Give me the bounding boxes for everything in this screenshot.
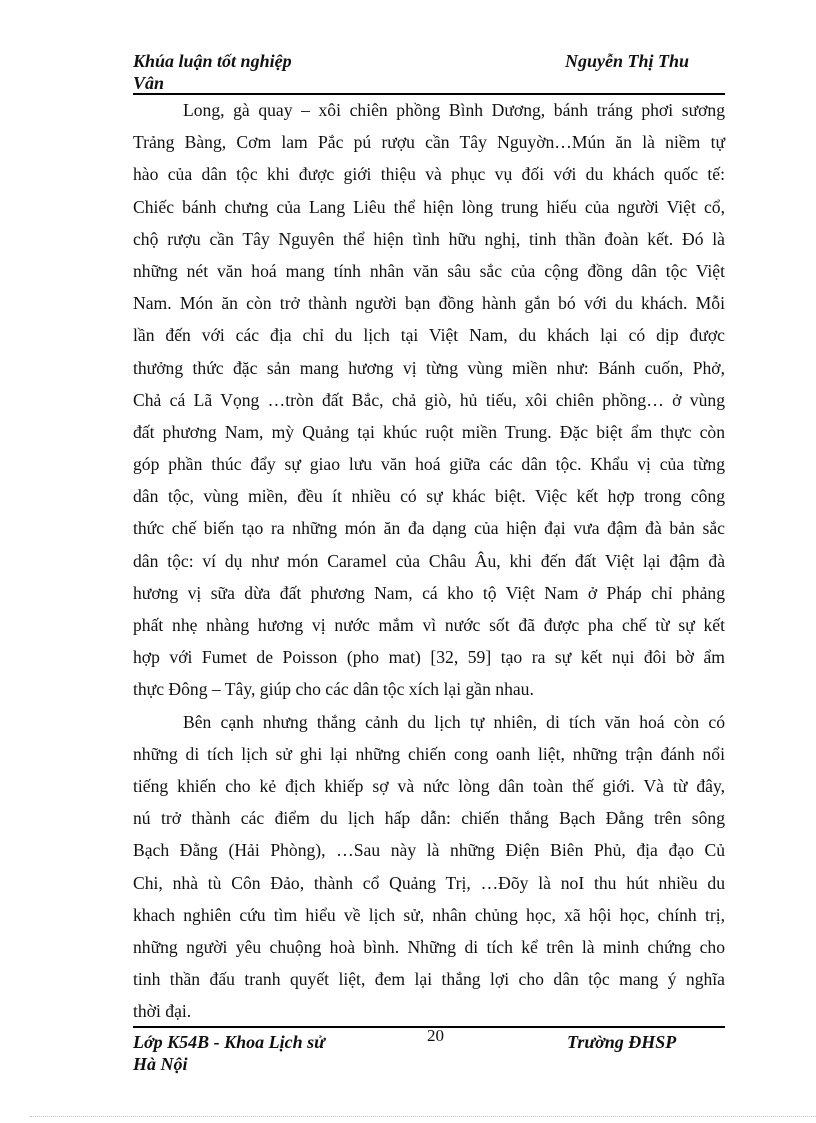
text-line: Chả cá Lã Vọng …tròn đất Bắc, chả giò, hủ tiếu, xôi chiên phồng… ở vùng [133, 389, 725, 410]
footer-university: Trường ĐHSP [567, 1032, 677, 1052]
footer-city: Hà Nội [133, 1054, 188, 1074]
body-text [133, 94, 725, 1027]
text-line: Chi, nhà tù Côn Đảo, thành cổ Quảng Trị, …Đõy là noI thu hút nhiều du [133, 872, 725, 893]
text-line: những di tích lịch sử ghi lại những chiến cong oanh liệt, những trận đánh nổi [133, 743, 725, 764]
text-line: Nam. Món ăn còn trở thành người bạn đồng hành gắn bó với du khách. Mỗi [133, 293, 725, 314]
text-line: Bên cạnh nhưng thắng cảnh du lịch tự nhiên, di tích văn hoá còn có [183, 711, 725, 732]
text-line: tiếng khiến cho kẻ địch khiếp sợ và nức lòng dân toàn thế giới. Và từ đây, [133, 775, 725, 796]
text-line: thức chế biến tạo ra những món ăn đa dạng của hiện đại vưa đậm đà bản sắc [133, 518, 725, 539]
text-line: Chiếc bánh chưng của Lang Liêu thể hiện lòng trung hiếu của người Việt cổ, [133, 196, 725, 217]
header-author-name-continued: Vân [133, 73, 165, 93]
text-line: lần đến với các địa chỉ du lịch tại Việt Nam, du khách lại có dịp được [133, 325, 725, 346]
page-edge-divider [30, 1116, 816, 1117]
text-line: những nét văn hoá mang tính nhân văn sâu sắc của cộng đồng dân tộc Việt [133, 260, 725, 281]
page-header [133, 50, 725, 96]
text-line: chộ rượu cần Tây Nguyên thể hiện tình hữu nghị, tinh thần đoàn kết. Đó là [133, 228, 725, 249]
text-line: nú trở thành các điểm du lịch hấp dẫn: chiến thắng Bạch Đằng trên sông [133, 808, 725, 829]
text-line: hào của dân tộc khi được giới thiệu và phục vụ đối với du khách quốc tế: [133, 164, 725, 185]
header-thesis-title: Khúa luận tốt nghiệp [133, 51, 292, 71]
text-line: thực Đông – Tây, giúp cho các dân tộc xích lại gần nhau. [133, 679, 534, 700]
text-line: những người yêu chuộng hoà bình. Những di tích kể trên là minh chứng cho [133, 936, 725, 957]
text-line: thời đại. [133, 1001, 192, 1022]
page-footer [133, 1026, 725, 1079]
header-author-name: Nguyễn Thị Thu [565, 51, 690, 71]
text-line: dân tộc, vùng miền, đều ít nhiều có sự khác biệt. Việc kết hợp trong công [133, 486, 725, 507]
text-line: Trảng Bàng, Cơm lam Pắc pú rượu cần Tây Nguyờn…Mún ăn là niềm tự [133, 132, 725, 153]
text-line: phất nhẹ nhàng hương vị nước mắm vì nước sốt đã được pha chế từ sự kết [133, 615, 725, 635]
page-number: 20 [427, 1026, 444, 1045]
text-line: góp phần thúc đẩy sự giao lưu văn hoá giữa các dân tộc. Khẩu vị của từng [133, 454, 725, 475]
text-line: Long, gà quay – xôi chiên phồng Bình Dương, bánh tráng phơi sương [183, 100, 725, 120]
text-line: tinh thần đấu tranh quyết liệt, đem lại thắng lợi cho dân tộc mang ý nghĩa [133, 969, 725, 990]
text-line: Bạch Đằng (Hải Phòng), …Sau này là những Điện Biên Phủ, địa đạo Củ [133, 840, 725, 861]
footer-class-department: Lớp K54B - Khoa Lịch sử [133, 1032, 325, 1052]
text-line: đất phương Nam, mỳ Quảng tại khúc ruột miền Trung. Đặc biệt ẩm thực còn [133, 421, 725, 442]
text-line: dân tộc: ví dụ như món Caramel của Châu Âu, khi đến đất Việt lại đậm đà [133, 550, 725, 571]
text-line: thưởng thức đặc sản mang hương vị từng vùng miền như: Bánh cuốn, Phở, [133, 357, 725, 378]
text-line: hương vị sữa dừa đất phương Nam, cá kho tộ Việt Nam ở Pháp chỉ phảng [133, 582, 725, 603]
text-line: hợp với Fumet de Poisson (pho mat) [32, 59] tạo ra sự kết nụi đôi bờ ẩm [133, 647, 725, 668]
text-line: khach nghiên cứu tìm hiểu về lịch sử, nhân chủng học, xã hội học, chính trị, [133, 904, 725, 925]
